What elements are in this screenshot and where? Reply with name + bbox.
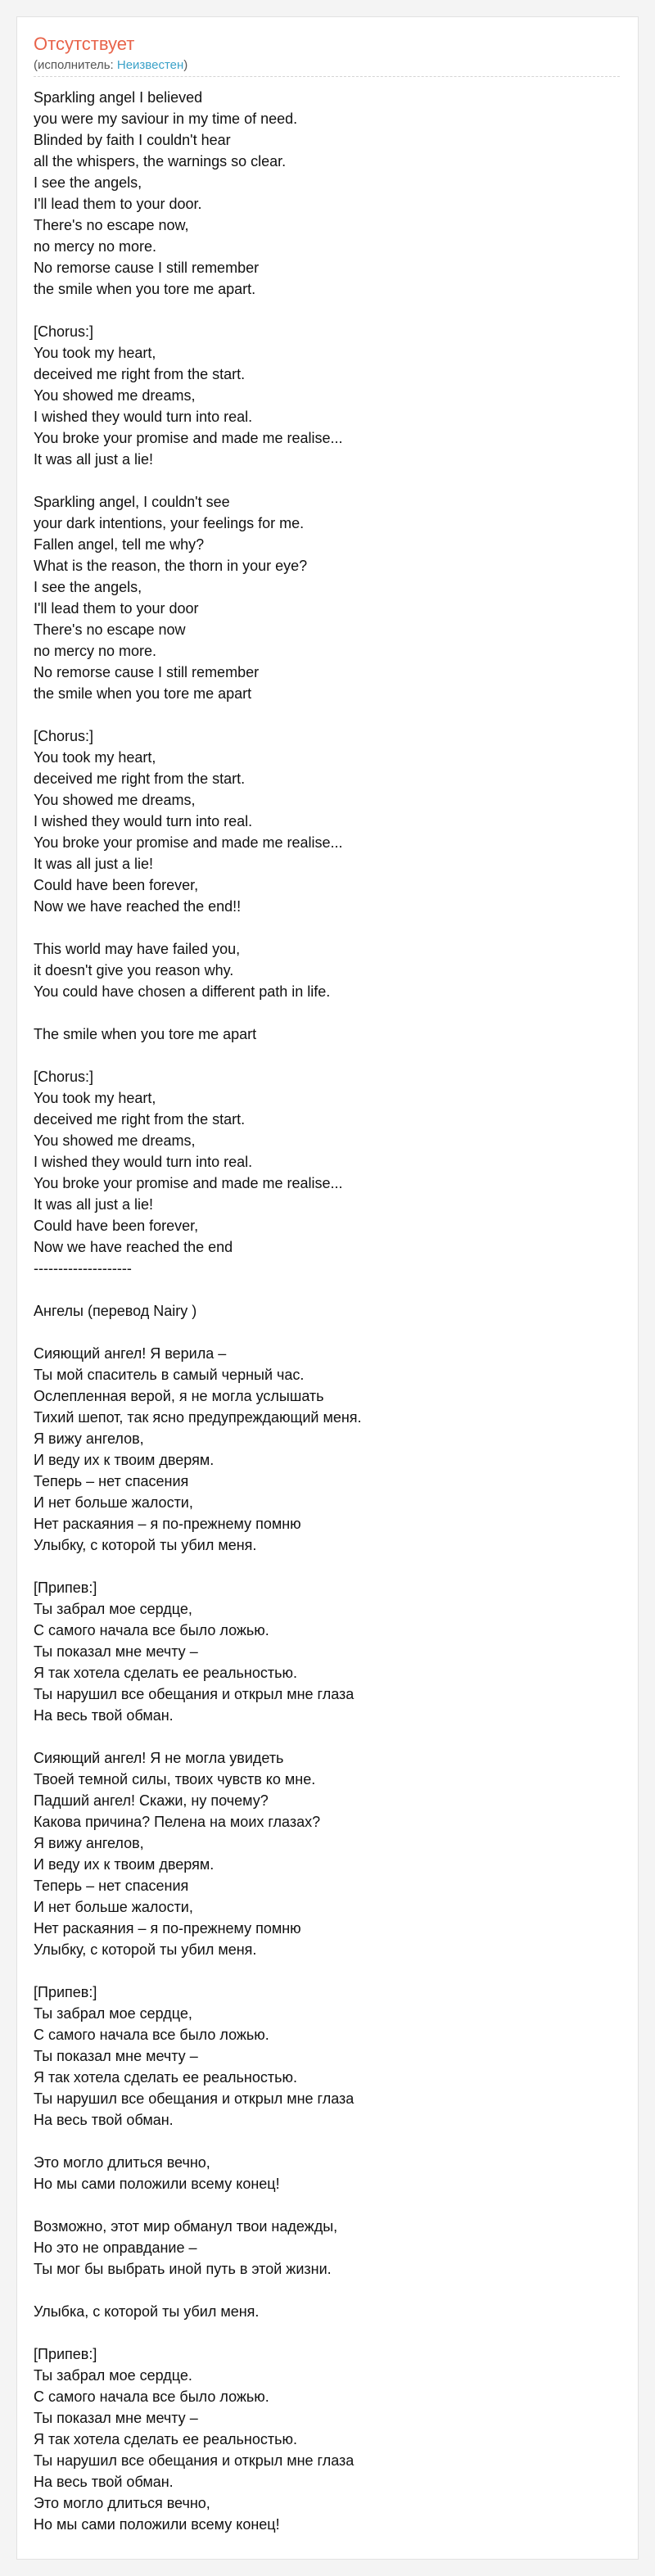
performer-line [34, 58, 187, 73]
song-title: Отсутствует [34, 34, 135, 54]
performer-link[interactable]: Неизвестен [116, 58, 184, 72]
lyrics-text: Sparkling angel I believed you were my saviour in my time of need. Blinded by faith I couldn't hear all the whispers, the warnings so clear. I see the angels, I'll lead them to your door. There's no escape now, no mercy no more. No remorse cause I still remember the smile when you tore me apart. [Chorus:] You took my heart, deceived me right from the start. You showed me dreams, I wished they would turn into real. You broke your promise and made me realise... It was all just a lie! Sparkling angel, I couldn't see your dark intentions, your feelings for me. Fallen angel, tell me why? What is the reason, the thorn in your eye? I see the angels, I'll lead them to your door There's no escape now no mercy no more. No remorse cause I still remember the smile when you tore me apart [Chorus:] You took my heart, deceived me right from the start. You showed me dreams, I wished they would turn into real. You broke your promise and made me realise... It was all just a lie! Could have been forever, Now we have reached the end!! This world may have failed you, it doesn't give you reason why. You could have chosen a different path in life. The smile when you tore me apart [Chorus:] You took my heart, deceived me right from the start. You showed me dreams, I wished they would turn into real. You broke your promise and made me realise... It was all just a lie! Could have been forever, Now we have reached the end -------------------- Ангелы (перевод Nairy ) Сияющий ангел! Я верила – Ты мой спаситель в самый черный час. Ослепленная верой, я не могла услышать Тихий шепот, так ясно предупреждающий меня. Я вижу ангелов, И веду их к твоим дверям. Теперь – нет спасения И нет больше жалости, Нет раскаяния – я по-прежнему помню Улыбку, с которой ты убил меня. [Припев:] Ты забрал мое сердце, С самого начала все было ложью. Ты показал мне мечту – Я так хотела сделать ее реальностью. Ты нарушил все обещания и открыл мне глаза На весь твой обман. Сияющий ангел! Я не могла увидеть Твоей темной силы, твоих чувств ко мне. Падший ангел! Скажи, ну почему? Какова причина? Пелена на моих глазах? Я вижу ангелов, И веду их к твоим дверям. Теперь – нет спасения И нет больше жалости, Нет раскаяния – я по-прежнему помню Улыбку, с которой ты убил меня. [Припев:] Ты забрал мое сердце, С самого начала все было ложью. Ты показал мне мечту – Я так хотела сделать ее реальностью. Ты нарушил все обещания и открыл мне глаза На весь твой обман. Это могло длиться вечно, Но мы сами положили всему конец! Возможно, этот мир обманул твои надежды, Но это не оправдание – Ты мог бы выбрать иной путь в этой жизни. Улыбка, с которой ты убил меня. [Припев:] Ты забрал мое сердце. С самого начала все было ложью. Ты показал мне мечту – Я так хотела сделать ее реальностью. Ты нарушил все обещания и открыл мне глаза На весь твой обман. Это могло длиться вечно, Но мы сами положили всему конец! [34, 89, 362, 2533]
header-divider [34, 76, 620, 77]
lyrics-card [16, 16, 639, 2560]
performer-prefix: (исполнитель: [34, 58, 117, 72]
performer-suffix: ) [183, 58, 188, 72]
